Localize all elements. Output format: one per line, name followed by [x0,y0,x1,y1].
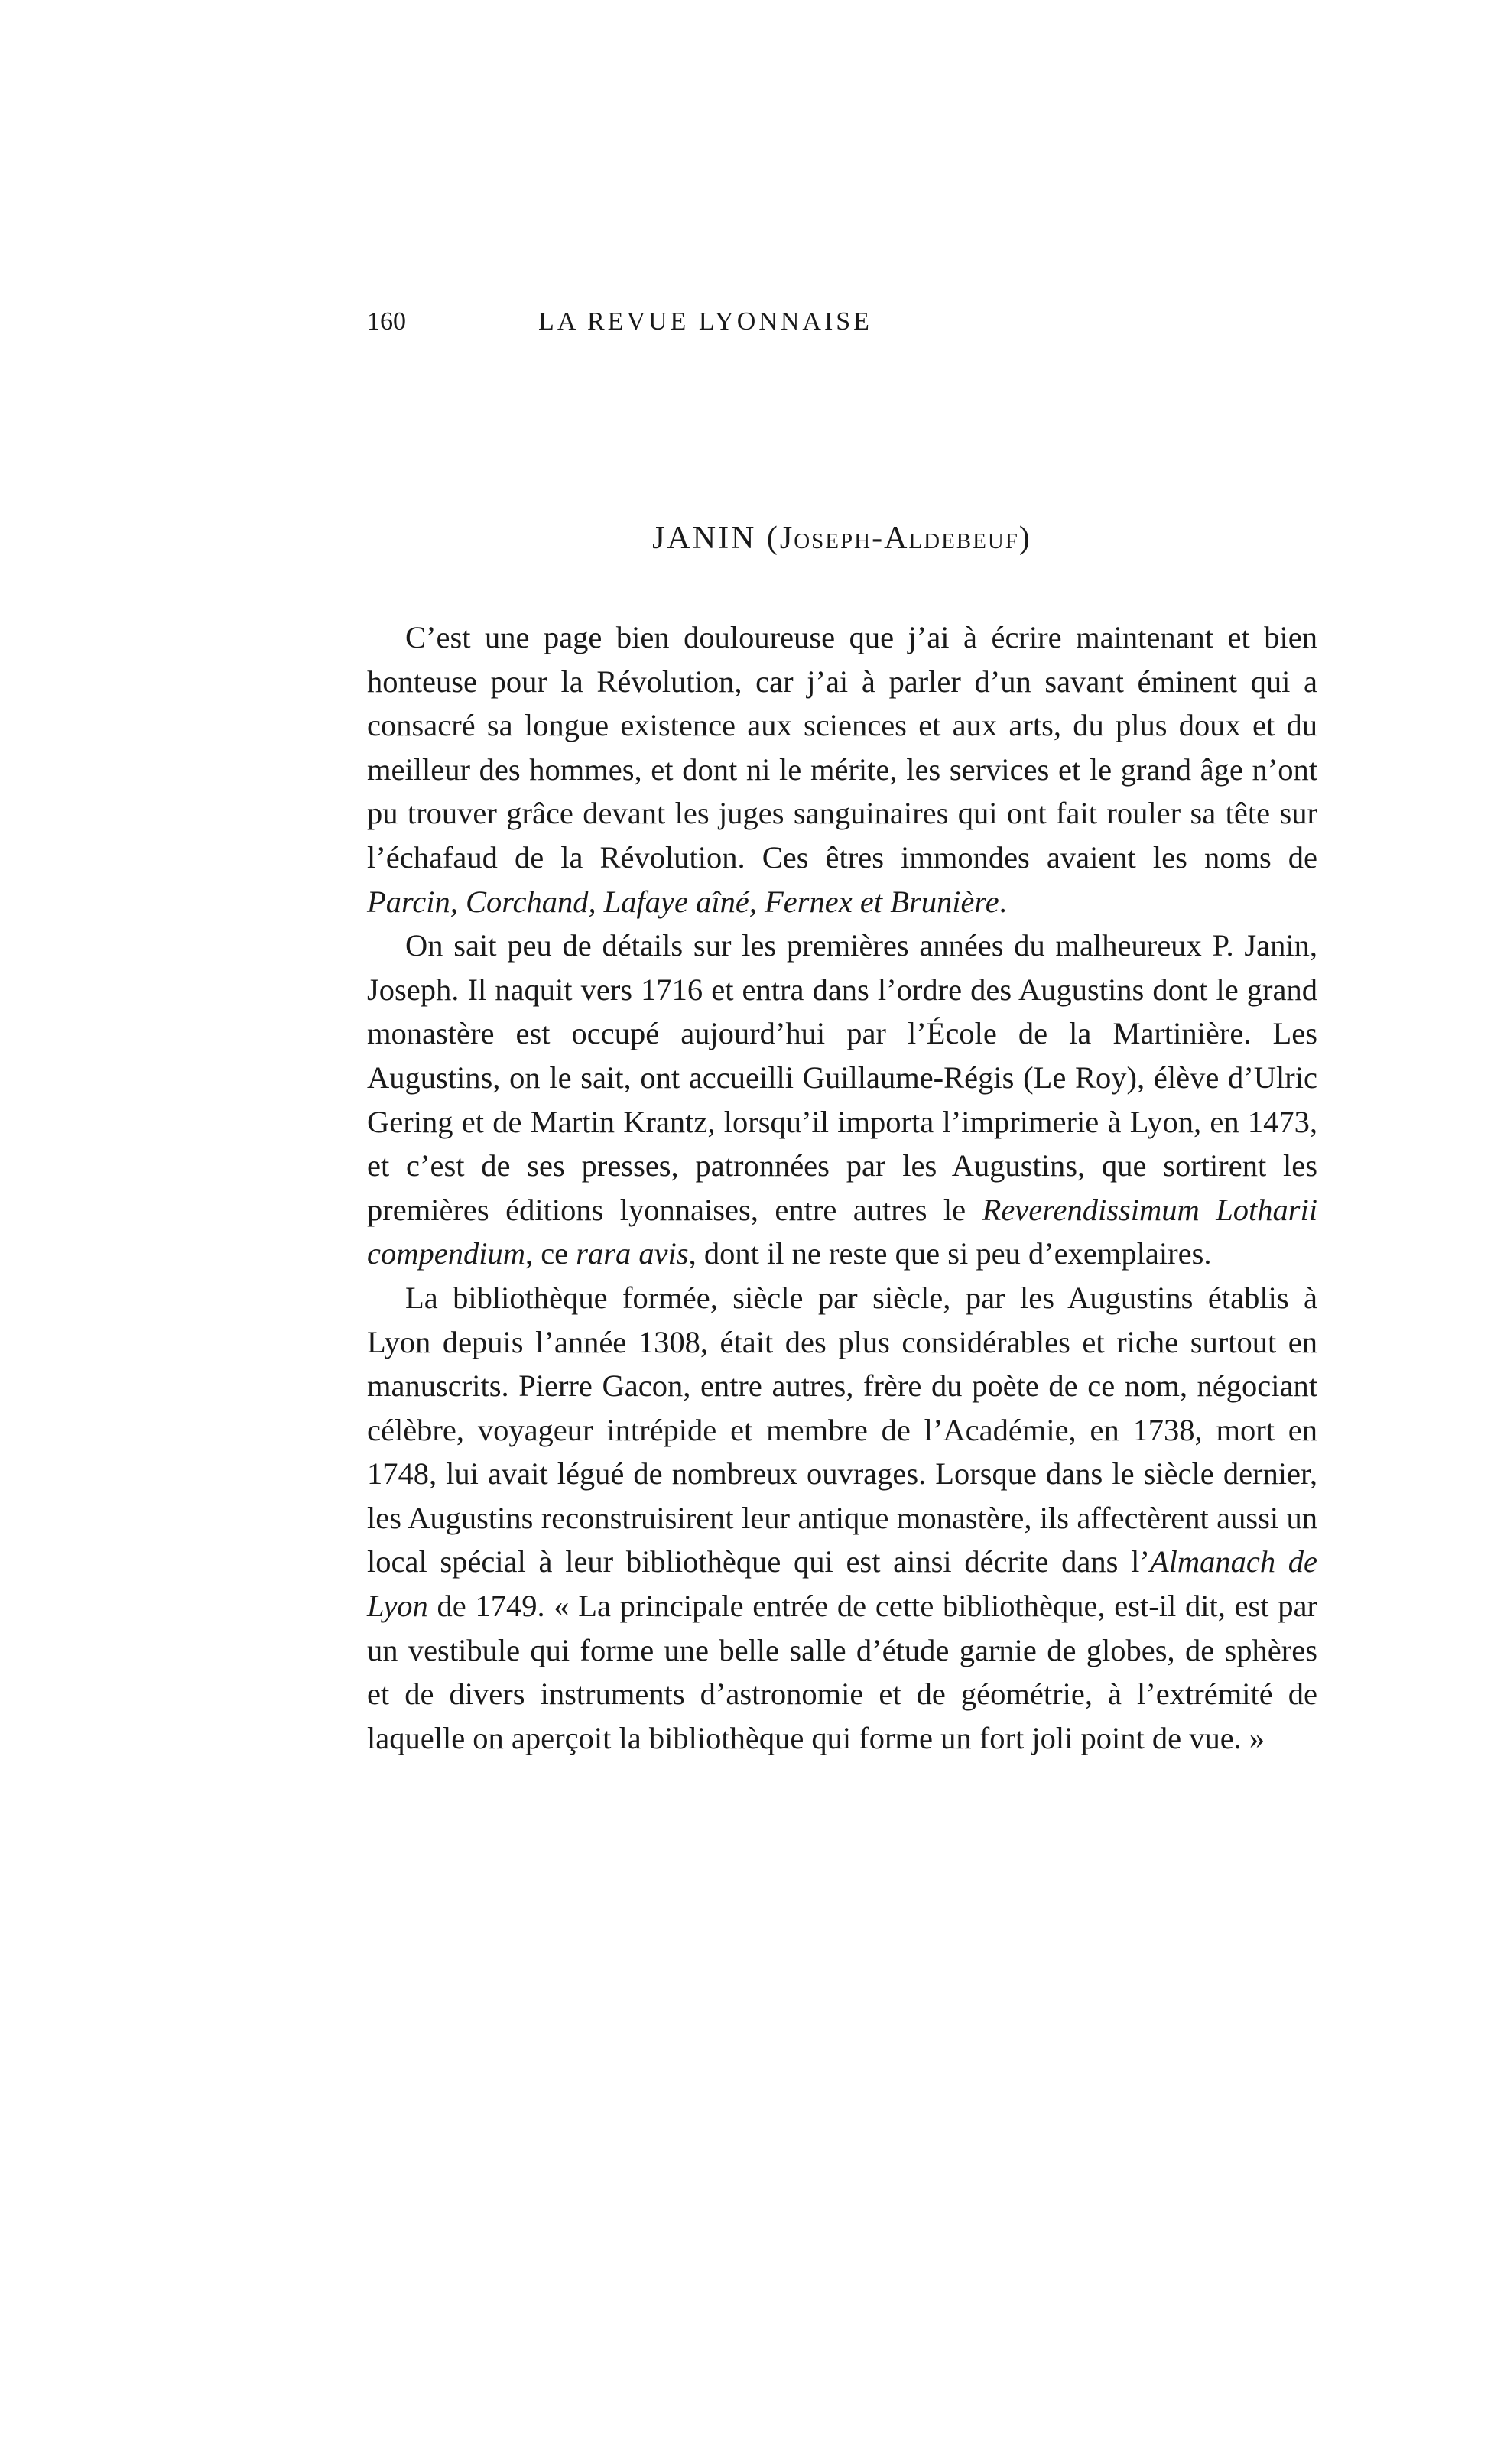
page-number: 160 [367,307,406,336]
title-close-paren: ) [1018,521,1032,556]
title-open-paren: ( [756,521,780,556]
paragraph-3 [367,1276,1317,1761]
paragraph-2 [367,924,1317,1276]
paragraph-text: , dont il ne reste que si peu d’exemplaires. [688,1236,1212,1271]
page-header [367,307,1044,346]
article-title [367,520,1317,557]
paragraph-text: de 1749. « La principale entrée de cette bibliothèque, est-il dit, est par un vestibule qui forme une belle salle d’étude garnie de globes, de sphères et de divers instruments d’astronomie et de géométrie, à l’extrémité de laquelle on aperçoit la bibliothèque qui forme un fort joli point de vue. » [367,1589,1317,1755]
italic-phrase: rara avis [576,1236,689,1271]
italic-almanac-title: Almanach de Lyon [367,1544,1317,1624]
paragraph-text: On sait peu de détails sur les premières années du malheureux P. Janin, Joseph. Il naquit vers 1716 et entra dans l’ordre des Augustins dont le grand monastère est occupé aujourd’hui par l’École de la Martinière. Les Augustins, on le sait, ont accueilli Guillaume-Régis (Le Roy), élève d’Ulric Gering et de Martin Krantz, lorsqu’il importa l’imprimerie à Lyon, en 1473, et c’est de ses presses, patronnées par les Augustins, que sortirent les premières éditions lyonnaises, entre autres le [367,928,1317,1227]
paragraph-text: . [999,884,1007,919]
italic-book-title: Reverendissimum Lotharii compendium [367,1192,1317,1271]
paragraph-text: , ce [525,1236,576,1271]
paragraph-1 [367,615,1317,924]
title-given-names: Joseph-Aldebeuf [779,521,1019,556]
italic-names: Parcin, Corchand, Lafaye aîné, Fernex et Brunière [367,884,999,919]
paragraph-text: C’est une page bien douloureuse que j’ai à écrire maintenant et bien honteuse pour la Révolution, car j’ai à parler d’un savant éminent qui a consacré sa longue existence aux sciences et aux arts, du plus doux et du meilleur des hommes, et dont ni le mérite, les services et le grand âge n’ont pu trouver grâce devant les juges sanguinaires qui ont fait rouler sa tête sur l’échafaud de la Révolution. Ces êtres immondes avaient les noms de [367,620,1317,875]
article-body [367,615,1317,1760]
paragraph-text: La bibliothèque formée, siècle par siècle, par les Augustins établis à Lyon depuis l’année 1308, était des plus considérables et riche surtout en manuscrits. Pierre Gacon, entre autres, frère du poète de ce nom, négociant célèbre, voyageur intrépide et membre de l’Académie, en 1738, mort en 1748, lui avait légué de nombreux ouvrages. Lorsque dans le siècle dernier, les Augustins reconstruisirent leur antique monastère, ils affectèrent aussi un local spécial à leur bibliothèque qui est ainsi décrite dans l’ [367,1280,1317,1579]
running-title: LA REVUE LYONNAISE [538,307,872,336]
title-surname: JANIN [652,521,757,556]
